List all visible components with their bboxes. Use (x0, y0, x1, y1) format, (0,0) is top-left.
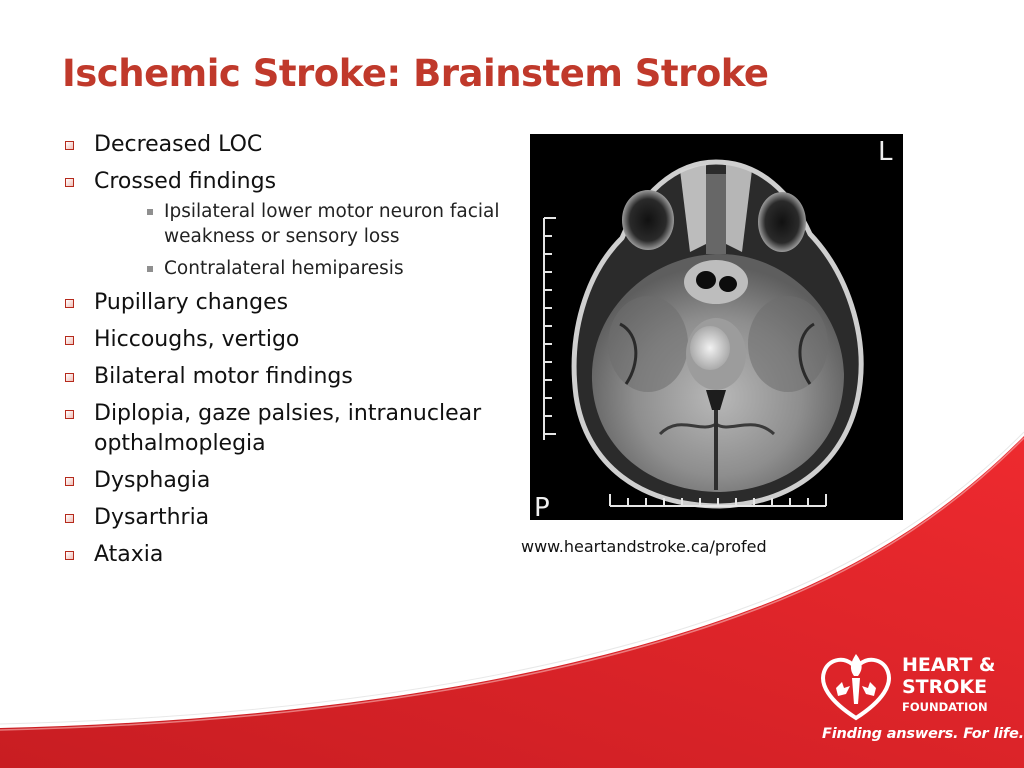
sub-bullet-item: Contralateral hemiparesis (146, 256, 512, 281)
bullet-item: Ataxia (62, 540, 512, 570)
mri-scan-graphic (530, 134, 903, 520)
bullet-item: Dysphagia (62, 466, 512, 496)
logo-text-foundation: FOUNDATION (902, 700, 988, 714)
slide-title: Ischemic Stroke: Brainstem Stroke (62, 52, 769, 95)
logo-text-stroke: STROKE (902, 676, 988, 698)
mri-brain-scan-image (530, 134, 903, 520)
mri-orientation-label-p: P (534, 493, 550, 520)
bullet-text: Crossed findings (94, 169, 277, 194)
bullet-item: Diplopia, gaze palsies, intranuclear opthalmoplegia (62, 399, 512, 459)
bullet-item (62, 167, 512, 281)
sub-bullet-item: Ipsilateral lower motor neuron facial weakness or sensory loss (146, 199, 512, 249)
mri-orientation-label-l: L (878, 137, 893, 167)
logo-text-heart: HEART & (902, 654, 996, 676)
logo-tagline: Finding answers. For life. (822, 726, 1024, 742)
bullet-list (62, 130, 512, 577)
bullet-item: Decreased LOC (62, 130, 512, 160)
bullet-item: Pupillary changes (62, 288, 512, 318)
bullet-item: Dysarthria (62, 503, 512, 533)
image-source-caption: www.heartandstroke.ca/profed (521, 537, 767, 556)
bullet-item: Hiccoughs, vertigo (62, 325, 512, 355)
bullet-item: Bilateral motor findings (62, 362, 512, 392)
sub-bullet-list (94, 199, 512, 281)
